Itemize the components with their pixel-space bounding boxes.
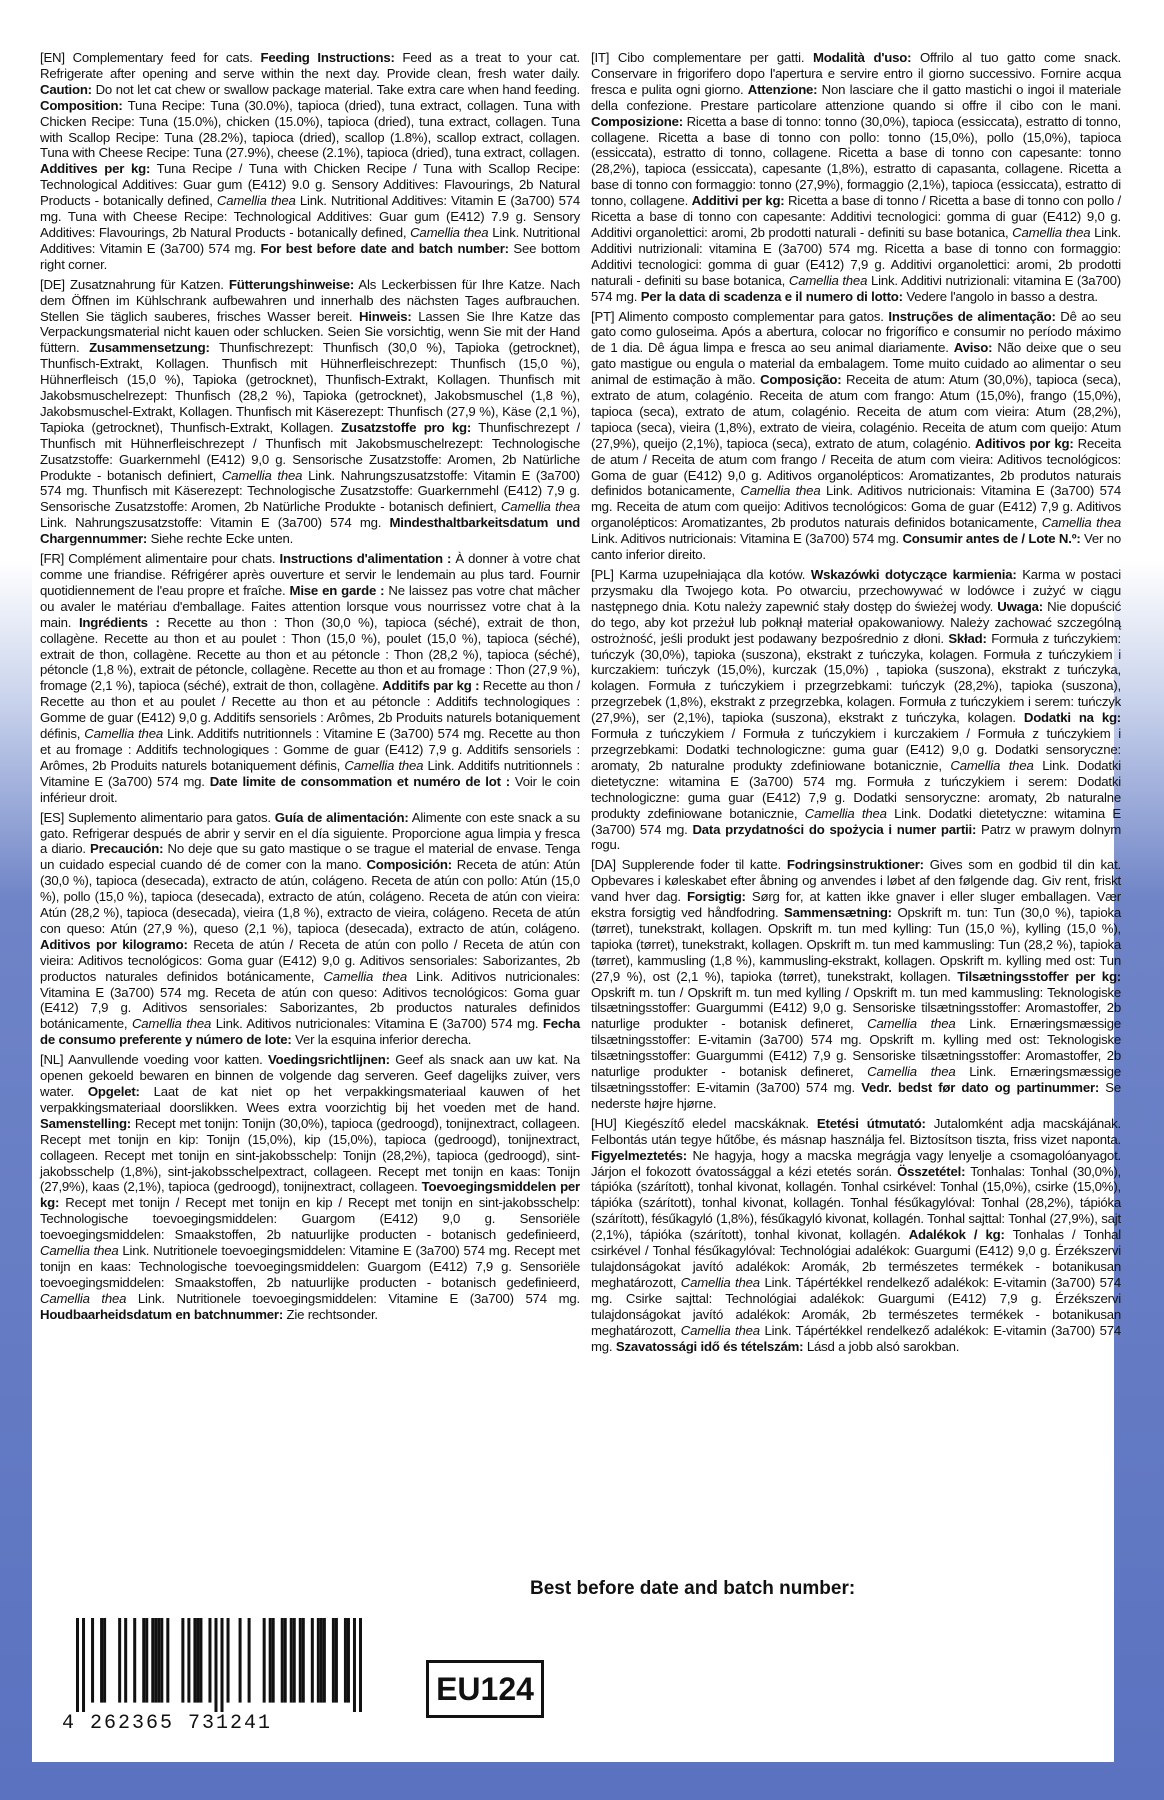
barcode-bar xyxy=(320,1618,323,1703)
barcode-bar xyxy=(284,1618,287,1703)
body-text: Kiegészítő eledel macskáknak. xyxy=(616,1115,817,1131)
field-label: Skład: xyxy=(948,630,987,646)
body-text: Receita de atum / Receita de atum com frango / Receita de atum com vieira: Aditivos tecnológicos: Goma de guar (E412) 9,0 g. Aditivos organolépticos: Aromatizantes, 2b produtos naturais definidos botanicamente, xyxy=(591,435,1121,499)
field-label: Consumir antes de / Lote N.º: xyxy=(902,531,1081,547)
lang-code: [NL] xyxy=(40,1052,64,1068)
lang-code: [ES] xyxy=(40,809,65,825)
lang-code: [IT] xyxy=(591,50,610,65)
species-name: Camellia thea xyxy=(500,499,580,515)
barcode-bar xyxy=(359,1618,362,1712)
body-text: Complément alimentaire pour chats. xyxy=(64,551,280,567)
body-text: Dê ao seu gato como guloseima. Após a abertura, colocar no frigorífico e consumir no período máximo de 1 dia. Dê água limpa e fresca ao seu animal diariamente. xyxy=(591,308,1122,356)
body-text: Vedere l'angolo in basso a destra. xyxy=(902,288,1098,304)
field-label: Fodringsinstruktioner: xyxy=(786,857,924,873)
field-label: Forsigtig: xyxy=(686,889,746,905)
field-label: Composición: xyxy=(366,857,452,873)
barcode-digits: 4 262365 731241 xyxy=(62,1712,273,1735)
body-text: Link. Aditivos nutricionales: Vitamina E (3a700) 574 mg. Receta de atún con queso: Aditivos tecnológicos: Goma guar (E412) 7,9 g. Aditivos sensoriales: Saborizantes, 2b productos naturales definidos botánicamente, xyxy=(40,968,580,1032)
lang-block-es xyxy=(40,810,580,1049)
field-label: Additives per kg: xyxy=(40,161,151,177)
field-label: Összetétel: xyxy=(897,1163,966,1179)
body-text: Siehe rechte Ecke unten. xyxy=(147,531,294,547)
barcode-bar xyxy=(133,1618,136,1703)
body-text: Link. Dodatki dietetyczne: witamina E (3a700) 574 mg. Formuła z tuńczykiem i serem: Dodatki technologiczne: guma guar (E412) 7,9 g. Dodatki sensoryczne: aromaty, 2b naturalne produkty zdefiniowane botanicznie, xyxy=(591,757,1121,821)
body-text: Link. Nahrungszusatzstoffe: Vitamin E (3a700) 574 mg. xyxy=(40,515,390,531)
field-label: For best before date and batch number: xyxy=(255,240,509,256)
field-label: Uwaga: xyxy=(997,598,1043,614)
body-text: No deje que su gato mastique o se trague el material de envase. Tenga un cuidado especial cuando dé de comer con la mano. xyxy=(40,841,580,873)
body-text: Geef als snack aan uw kat. Na openen gekoeld bewaren en binnen de volgende dag serveren. Geef dagelijks zuiver, vers water. xyxy=(40,1052,580,1099)
body-text: Suplemento alimentario para gatos. xyxy=(64,809,275,825)
barcode-bar xyxy=(281,1618,284,1703)
body-text: Link. Aditivos nutricionais: Vitamina E (3a700) 574 mg. xyxy=(591,531,903,547)
barcode-bar xyxy=(269,1618,272,1703)
species-name: Camellia thea xyxy=(40,1243,119,1259)
barcode-bar xyxy=(227,1618,230,1703)
field-label: Samenstelling: xyxy=(40,1115,131,1131)
barcode-bar xyxy=(199,1618,202,1703)
body-text: Link. Nutritional Additives: Vitamin E (3a700) 574 mg. xyxy=(40,224,580,256)
species-name: Camellia thea xyxy=(804,805,887,821)
left-text-column xyxy=(40,50,580,1327)
body-text: Tonhalas: Tonhal (30,0%), tápióka (szárított), tonhal kivonat, kollagén. Tonhal csirkével: Tonhal (15,0%), csirke (15,0%), tápióka (szárított), tonhal kivonat, kollagén. Tonhal fésűkagylóval: Tonhal (28,2%), tápióka (szárított), fésűkagyló (1,8%), fésűkagyló kivonat, kollagén. Tonhal sajttal: Tonhal (27,9%), sajt (2,1%), tápióka (szárított), tonhal kivonat, kollagén. xyxy=(591,1163,1121,1243)
species-name: Camellia thea xyxy=(344,757,424,773)
body-text: Ricetta a base di tonno / Ricetta a base di tonno con pollo / Ricetta a base di tonno con capesante: Additivi tecnologici: gomma di guar (E412) 9,0 g. Additivi organolettici: aromi, 2b prodotti naturali - definiti su base botanica, xyxy=(591,193,1122,240)
body-text: Tuna Recipe / Tuna with Chicken Recipe / Tuna with Scallop Recipe: Technological Additives: Guar gum (E412) 9.0 g. Sensory Additives: Flavourings, 2b Natural Products - botanically defined, xyxy=(40,161,581,209)
field-label: Instruções de alimentação: xyxy=(888,308,1056,324)
lang-block-pl xyxy=(591,567,1121,853)
body-text: Lassen Sie Ihre Katze das Verpackungsmaterial nicht kauen oder schlucken. Seien Sie vorsichtig, wenn Sie mit der Hand füttern. xyxy=(40,308,580,356)
body-text: Link. Nutritionele toevoegingsmiddelen: Vitamine E (3a700) 574 mg. xyxy=(126,1290,580,1306)
lang-code: [PL] xyxy=(591,567,614,582)
field-label: Guía de alimentación: xyxy=(274,809,409,825)
body-text: Non lasciare che il gatto mastichi o ingoi il materiale della confezione. Prestare particolare attenzione quando si offre il cibo con le mani. xyxy=(591,81,1122,113)
species-name: Camellia thea xyxy=(1012,224,1091,240)
barcode-bar xyxy=(100,1618,103,1703)
field-label: Voedingsrichtlijnen: xyxy=(268,1052,390,1068)
body-text: Se nederste højre hjørne. xyxy=(591,1080,1121,1111)
barcode-bar xyxy=(166,1618,169,1703)
body-text: Aanvullende voeding voor katten. xyxy=(63,1052,268,1068)
lang-block-da xyxy=(591,857,1121,1112)
field-label: Caution: xyxy=(40,81,92,97)
body-text: Karma uzupełniająca dla kotów. xyxy=(613,567,811,582)
barcode-bar xyxy=(293,1618,296,1703)
body-text: Jutalomként adja macskájának. Felbontás után tegye hűtőbe, és másnap használja fel. Biztosítson tiszta, friss vizet naponta. xyxy=(591,1115,1122,1147)
barcode-bar xyxy=(353,1618,356,1712)
field-label: Zusatzstoffe pro kg: xyxy=(340,419,472,435)
body-text: Tonhalas / Tonhal csirkével / Tonhal fésűkagylóval: Technológiai adalékok: Guargumi (E412) 9,0 g. Érzékszervi tulajdonságokat javító adalékok: Aromák, 2b természetes termékek - botanikusan meghatározott, xyxy=(591,1227,1122,1290)
field-label: Opgelet: xyxy=(87,1084,140,1099)
species-name: Camellia thea xyxy=(740,483,821,499)
body-text: Nie dopuścić do tego, aby kot przeżuł lub połknął materiał opakowaniowy. Należy zachować szczególną ostrożność, jeśli produkt jest podawany bezpośrednio z dłoni. xyxy=(591,598,1121,646)
field-label: Additivi per kg: xyxy=(691,193,785,209)
body-text: Link. Tápértékkel rendelkező adalékok: E-vitamin (3a700) 574 mg. Csirke sajttal: Technológiai adalékok: Guargumi (E412) 7,9 g. Érzékszervi tulajdonságokat javító adalékok: Aromák, 2b természetes termékek - botanikusan meghatározott, xyxy=(591,1274,1121,1338)
field-label: Date limite de consommation et numéro de lot : xyxy=(209,773,510,789)
field-label: Wskazówki dotyczące karmienia: xyxy=(810,567,1017,582)
barcode-bar xyxy=(335,1618,338,1703)
species-name: Camellia thea xyxy=(950,757,1034,773)
body-text: Ne hagyja, hogy a macska megrágja vagy lenyelje a csomagolóanyagot. Járjon el fokozott óvatossággal a kézi etetés során. xyxy=(591,1147,1121,1179)
right-text-column xyxy=(591,50,1121,1358)
species-name: Camellia thea xyxy=(680,1322,760,1338)
field-label: Mise en garde : xyxy=(289,582,385,598)
body-text: Opskrift m. tun / Opskrift m. tun med kylling / Opskrift m. tun med kammusling: Teknologiske tilsætningsstoffer: Guargummi (E412) 9,0 g. Sensoriske tilsætningsstoffer: Aromastoffer, 2b naturlige produkter - botanisk defineret, xyxy=(591,984,1121,1032)
best-before-label: Best before date and batch number: xyxy=(530,1578,856,1599)
barcode-bar xyxy=(214,1618,217,1712)
field-label: Vedr. bedst før dato og partinummer: xyxy=(861,1080,1100,1095)
field-label: Tilsætningsstoffer per kg: xyxy=(957,968,1121,984)
barcode xyxy=(62,1618,362,1738)
body-text: Não deixe que o seu gato mastigue ou engula o material da embalagem. Tome muito cuidado ao alimentar o seu animal de estimação à mão. xyxy=(591,340,1121,388)
body-text: Offrilo al tuo gatto come snack. Conservare in frigorifero dopo l'apertura e servire entro il giorno successivo. Fornire acqua fresca e pulita ogni giorno. xyxy=(591,50,1121,97)
barcode-bar xyxy=(263,1618,266,1703)
body-text: Complementary feed for cats. xyxy=(64,50,253,65)
field-label: Mindesthaltbarkeitsdatum und Chargennummer: xyxy=(40,515,580,547)
species-name: Camellia thea xyxy=(84,726,163,742)
barcode-bar xyxy=(317,1618,320,1703)
species-name: Camellia thea xyxy=(1041,515,1121,531)
body-text: Patrz w prawym dolnym rogu. xyxy=(591,821,1122,853)
body-text: Link. Ernæringsmæssige tilsætningsstoffer: E-vitamin (3a700) 574 mg. xyxy=(591,1064,1121,1095)
species-name: Camellia thea xyxy=(788,272,868,288)
field-label: Modalità d'uso: xyxy=(812,50,912,65)
body-text: Alimento composto complementar para gatos. xyxy=(614,308,889,324)
body-text: Formuła z tuńczykiem / Formuła z tuńczykiem i kurczakiem / Formuła z tuńczykiem i przegrzebkami: Dodatki technologiczne: guma guar (E412) 9,0 g. Dodatki sensoryczne: aromaty, 2b naturalne produkty zdefiniowane botanicznie, xyxy=(591,726,1121,773)
barcode-bar xyxy=(124,1618,127,1703)
body-text: Link. Aditivos nutricionales: Vitamina E (3a700) 574 mg. xyxy=(211,1016,543,1032)
field-label: Etetési útmutató: xyxy=(816,1115,926,1131)
lang-code: [DA] xyxy=(591,857,616,873)
field-label: Toevoegingsmiddelen per kg: xyxy=(40,1179,580,1211)
species-name: Camellia thea xyxy=(867,1016,956,1032)
field-label: Composição: xyxy=(760,372,842,388)
barcode-bar xyxy=(323,1618,326,1703)
eu-code-text: EU124 xyxy=(436,1670,534,1707)
field-label: Data przydatności do spożycia i numer partii: xyxy=(692,821,977,837)
field-label: Dodatki na kg: xyxy=(1023,710,1122,726)
body-text: Recept met tonijn: Tonijn (30,0%), tapioca (gedroogd), tonijnextract, collageen. Recept met tonijn en kip: Tonijn (15,0%), kip (15,0%), tapioca (gedroogd), tonijnextract, collageen. Recept met tonijn en sint-jakobsschelp: Tonijn (28,2%), tapioca (gedroogd), sint-jakobsschelp (1,8%), sint-jakobsschelpextract, collageen. Recept met tonijn en kaas: Tonijn (27,9%), kaas (2,1%), tapioca (gedroogd), tonijnextract, collageen. xyxy=(40,1115,580,1195)
body-text: See bottom right corner. xyxy=(40,240,580,272)
field-label: Instructions d'alimentation : xyxy=(279,551,452,567)
body-text: Receta de atún / Receta de atún con pollo / Receta de atún con vieira: Aditivos tecnológicos: Goma guar (E412) 9,0 g. Aditivos sensoriales: Saborizantes, 2b productos naturales definidos botánicamente, xyxy=(40,936,580,984)
barcode-bar xyxy=(302,1618,305,1703)
species-name: Camellia thea xyxy=(867,1064,956,1080)
barcode-bar xyxy=(145,1618,148,1703)
body-text: Karma w postaci przysmaku dla Twojego kota. Po otwarciu, przechowywać w lodówce i zużyć w ciągu następnego dnia. Kotu należy zapewnić stały dostęp do świeżej wody. xyxy=(591,567,1121,614)
barcode-bar xyxy=(311,1618,314,1703)
field-label: Composition: xyxy=(40,97,123,113)
body-text: Receita de atum: Atum (30,0%), tapioca (seca), extrato de atum, colagénio. Receita de atum com frango: Atum (15,0%), frango (15,0%), tapioca (seca), extrato de atum, colagénio. Receita de atum com vieira: Atum (28,2%), tapioca (seca), vieira (1,8%), extrato de vieira, colagénio. Receita de atum com queijo: Atum (27,9%), queijo (2,1%), tapioca (seca), extrato de atum, colagénio. xyxy=(591,372,1121,451)
species-name: Camellia thea xyxy=(410,224,489,240)
field-label: Houdbaarheidsdatum en batchnummer: xyxy=(40,1306,284,1322)
species-name: Camellia thea xyxy=(216,193,296,209)
field-label: Ingrédients : xyxy=(78,614,160,630)
body-text: Link. Nahrungszusatzstoffe: Vitamin E (3a700) 574 mg. Thunfisch mit Käserezept: Technologische Zusatzstoffe: Guarkernmehl (E412) 7,9 g. Sensorische Zusatzstoffe: Aromen, 2b Natürliche Produkte - botanisch definiert, xyxy=(40,467,580,515)
species-name: Camellia thea xyxy=(323,968,408,984)
field-label: Feeding Instructions: xyxy=(252,50,395,65)
body-text: Link. Nutritionele toevoegingsmiddelen: Vitamine E (3a700) 574 mg. Recept met tonijn en kaas: Technologische toevoegingsmiddelen: Guargom (E412) 7,9 g. Sensoriële toevoegingsmiddelen: Smaakstoffen, 2b natuurlijke producten - botanisch gedefinieerd, xyxy=(40,1243,580,1290)
lang-block-pt xyxy=(591,309,1121,564)
species-name: Camellia thea xyxy=(221,467,303,483)
body-text: Thunfischrezept: Thunfisch (30,0 %), Tapioka (getrocknet), Thunfisch-Extrakt, Kollagen. Thunfisch mit Hühnerfleischrezept: Thunfisch (15,0 %), Hühnerfleisch (15,0 %), Tapioka (getrocknet), Thunfisch-Extrakt, Kollagen. Thunfisch mit Jakobsmuschelrezept: Thunfisch (28,2 %), Tapioka (getrocknet), Jakobsmuschel (1,8 %), Jakobsmuschel-Extrakt, Kollagen. Thunfisch mit Käserezept: Thunfisch (27,9 %), Käse (2,1 %), Tapioka (getrocknet), Thunfisch-Extrakt, Kollagen. xyxy=(40,340,580,435)
barcode-bar xyxy=(344,1618,347,1703)
species-name: Camellia thea xyxy=(680,1274,760,1290)
field-label: Attenzione: xyxy=(747,81,818,97)
body-text: Link. Tápértékkel rendelkező adalékok: E-vitamin (3a700) 574 mg. xyxy=(591,1322,1121,1354)
body-text: Zie rechtsonder. xyxy=(283,1306,378,1322)
barcode-bar xyxy=(196,1618,199,1703)
species-name: Camellia thea xyxy=(40,1290,127,1306)
lang-block-de xyxy=(40,277,580,547)
barcode-bar xyxy=(160,1618,163,1703)
lang-block-en xyxy=(40,50,580,273)
lang-block-hu xyxy=(591,1116,1121,1355)
barcode-bar xyxy=(118,1618,121,1703)
body-text: Als Leckerbissen für Ihre Katze. Nach dem Öffnen im Kühlschrank aufbewahren und innerhalb des nächsten Tages aufbrauchen. Stellen Sie täglich sauberes, frisches Wasser bereit. xyxy=(40,276,580,324)
body-text: Ricetta a base di tonno: tonno (30,0%), tapioca (essiccata), estratto di tonno, collagene. Ricetta a base di tonno con pollo: tonno (15,0%), pollo (15,0%), tapioca (essiccata), estratto di tonno, collagene. Ricetta a base di tonno con capesante: tonno (28,2%), tapioca (essiccata), capesante (1,8%), estratto di capasanta, collagene. Ricetta a base di tonno con formaggio: tonno (27,9%), formaggio (2,1%), tapioca (essiccata), estratto di tonno, collagene. xyxy=(591,113,1121,209)
barcode-bar xyxy=(332,1618,335,1703)
body-text: Link. Additifs nutritionnels : Vitamine E (3a700) 574 mg. Recette au thon et au fromage : Additifs technologiques : Gomme de guar (E412) 7,9 g. Additifs sensoriels : Arômes, 2b Produits naturels botaniquement définis, xyxy=(40,726,580,773)
body-text: Link. Nutritional Additives: Vitamin E (3a700) 574 mg. Tuna with Cheese Recipe: Technological Additives: Guar gum (E412) 7.9 g. Sensory Additives: Flavourings, 2b Natural Products - botanically defined, xyxy=(40,193,580,240)
field-label: Aviso: xyxy=(953,340,993,356)
barcode-bar xyxy=(193,1618,196,1703)
barcode-bars xyxy=(76,1618,362,1712)
barcode-bar xyxy=(299,1618,302,1703)
body-text: Feed as a treat to your cat. Refrigerate after opening and serve within the next day. Provide clean, fresh water daily. xyxy=(40,50,581,81)
body-text: À donner à votre chat comme une friandise. Réfrigérer après ouverture et servir le lendemain au plus tard. Fournir quotidiennement de l'eau propre et fraîche. xyxy=(40,551,581,598)
field-label: Szavatossági idő és tételszám: xyxy=(615,1338,804,1354)
eu-code-box xyxy=(426,1660,544,1718)
field-label: Adalékok / kg: xyxy=(908,1227,1005,1243)
barcode-bar xyxy=(208,1618,211,1703)
barcode-bar xyxy=(221,1618,224,1712)
barcode-bar xyxy=(290,1618,293,1703)
lang-code: [PT] xyxy=(591,308,615,324)
barcode-bar xyxy=(157,1618,160,1703)
lang-block-nl xyxy=(40,1052,580,1322)
body-text: Do not let cat chew or swallow package material. Take extra care when hand feeding. xyxy=(91,81,580,97)
body-text: Sørg for, at katten ikke gnaver i eller sluger emballagen. Vær ekstra forsigtig ved håndfodring. xyxy=(591,889,1121,921)
barcode-bar xyxy=(82,1618,85,1712)
field-label: Hinweis: xyxy=(358,308,412,324)
field-label: Fütterungshinweise: xyxy=(228,276,355,292)
body-text: Gives som en godbid til din kat. Opbevares i køleskabet efter åbning og anvendes i løbet af den følgende dag. Giv rent, friskt vand hver dag. xyxy=(591,857,1121,905)
body-text: Supplerende foder til katte. xyxy=(615,857,787,873)
body-text: Thunfischrezept / Thunfisch mit Hühnerfleischrezept / Thunfisch mit Jakobsmuschelrezept: Technologische Zusatzstoffe: Guarkernmehl (E412) 9,0 g. Sensorische Zusatzstoffe: Aromen, 2b Natürliche Produkte - botanisch definiert, xyxy=(40,419,581,483)
barcode-bar xyxy=(187,1618,190,1703)
barcode-bar xyxy=(91,1618,94,1703)
body-text: Laat de kat niet op het verpakkingsmateriaal kauwen of het verpakkingsmateriaal doorslikken. Wees extra voorzichtig bij het voeden met de hand. xyxy=(40,1084,581,1115)
lang-code: [FR] xyxy=(40,551,65,567)
body-text: Recette au thon / Recette au thon et au poulet / Recette au thon et au pétoncle : Additifs technologiques : Gomme de guar (E412) 9,0 g. Additifs sensoriels : Arômes, 2b Produits naturels botaniquement définis, xyxy=(40,678,580,742)
body-text: Recette au thon : Thon (30,0 %), tapioca (séché), extrait de thon, collagène. Recette au thon et au poulet : Thon (15,0 %), poulet (15,0 %), tapioca (séché), extrait de thon, collagène. Recette au thon et au pétoncle : Thon (28,2 %), tapioca (séché), pétoncle (1,8 %), extrait de pétoncle, collagène. Recette au thon et au fromage : Thon (27,9 %), fromage (2,1 %), tapioca (séché), extrait de thon, collagène. xyxy=(40,614,580,694)
barcode-bar xyxy=(239,1618,242,1703)
barcode-bar xyxy=(151,1618,154,1703)
barcode-bar xyxy=(76,1618,79,1712)
body-text: Alimente con este snack a su gato. Refrigerar después de abrir y servir en el día siguiente. Proporcione agua limpia y fresca a diario. xyxy=(40,809,580,857)
body-text: Cibo complementare per gatti. xyxy=(609,50,813,65)
body-text: Receta de atún: Atún (30,0 %), tapioca (desecada), extracto de atún, colágeno. Receta de atún con pollo: Atún (15,0 %), pollo (15,0 %), tapioca (desecada), extracto de atún, colágeno. Receta de atún con vieira: Atún (28,2 %), tapioca (desecada), vieira (1,8 %), extracto de vieira, colágeno. Receta de atún con queso: Atún (27,9 %), queso (2,1 %), tapioca (desecada), extracto de atún, colágeno. xyxy=(40,857,580,936)
body-text: Formuła z tuńczykiem: tuńczyk (30,0%), tapioka (suszona), ekstrakt z tuńczyka, kolagen. Formuła z tuńczykiem i kurczakiem: tuńczyk (15,0%), kurczak (15,0%) , tapioka (suszona), ekstrakt z tuńczyka, kolagen. Formuła z tuńczykiem i przegrzebkami: tuńczyk (28,2%), tapioka (suszona), przegrzebek (1,8%), ekstrakt z przegrzebka, kolagen. Formuła z tuńczykiem i serem: tuńczyk (27,9%), ser (2,1%), tapioka (suszona), ekstrakt z tuńczyka, kolagen. xyxy=(591,630,1121,726)
barcode-bar xyxy=(142,1618,145,1703)
body-text: Ne laissez pas votre chat mâcher ou avaler le matériau d'emballage. Faites attention lorsque vous nourrissez votre chat à la main. xyxy=(40,582,580,630)
body-text: Link. Additivi nutrizionali: vitamina E (3a700) 574 mg. Ricetta a base di tonno con formaggio: Additivi tecnologici: gomma di guar (E412) 7,9 g. Additivi organolettici: aromi, 2b prodotti naturali - definiti su base botanica, xyxy=(591,224,1121,288)
body-text: Link. Additifs nutritionnels : Vitamine E (3a700) 574 mg. xyxy=(40,757,580,789)
field-label: Sammensætning: xyxy=(784,905,892,921)
field-label: Zusammensetzung: xyxy=(89,340,210,356)
field-label: Aditivos por kilogramo: xyxy=(40,936,188,952)
field-label: Aditivos por kg: xyxy=(974,435,1074,451)
barcode-bar xyxy=(272,1618,275,1703)
body-text: Link. Ernæringsmæssige tilsætningsstoffer: E-vitamin (3a700) 574 mg. Opskrift m. kylling med ost: Teknologiske tilsætningsstoffer: Guargummi (E412) 7,9 g. Sensoriske tilsætningsstoffer: Aromastoffer, 2b naturlige produkter - botanisk defineret, xyxy=(591,1016,1121,1080)
barcode-bar xyxy=(154,1618,157,1703)
body-text: Ver la esquina inferior derecha. xyxy=(291,1032,472,1048)
body-text: Zusatznahrung für Katzen. xyxy=(64,276,229,292)
body-text: Link. Dodatki dietetyczne: witamina E (3a700) 574 mg. xyxy=(591,805,1121,837)
field-label: Additifs par kg : xyxy=(382,678,480,694)
lang-code: [EN] xyxy=(40,50,65,65)
lang-code: [HU] xyxy=(591,1115,617,1131)
body-text: Opskrift m. tun: Tun (30,0 %), tapioka (tørret), tunekstrakt, kollagen. Opskrift m. tun med kylling: Tun (15,0 %), kylling (15,0 %), tapioka (tørret), tunekstrakt, kollagen. Opskrift m. tun med kammusling: Tun (28,2 %), tapioka (tørret), kammusling (1,8 %), kammusling-ekstrakt, kollagen. Opskrift m. kylling med ost: Tun (27,9 %), ost (2,1 %), tapioka (tørret), tunekstrakt, kollagen. xyxy=(591,905,1121,984)
barcode-bar xyxy=(347,1618,350,1703)
lang-block-fr xyxy=(40,551,580,806)
body-text: Ver no canto inferior direito. xyxy=(591,531,1121,563)
barcode-bar xyxy=(248,1618,251,1703)
field-label: Composizione: xyxy=(591,113,683,129)
body-text: Lásd a jobb alsó sarokban. xyxy=(803,1338,960,1354)
lang-block-it xyxy=(591,50,1121,305)
body-text: Voir le coin inférieur droit. xyxy=(40,773,581,805)
barcode-bar xyxy=(103,1618,106,1703)
body-text: Link. Aditivos nutricionais: Vitamina E (3a700) 574 mg. Receita de atum com queijo: Aditivos tecnológicos: Goma de guar (E412) 7,9 g. Aditivos organolépticos: Aromatizantes, 2b produtos naturais definidos botanicamente, xyxy=(591,483,1121,531)
body-text: Recept met tonijn / Recept met tonijn en kip / Recept met tonijn en sint-jakobsschelp: Technologische toevoegingsmiddelen: Guargom (E412) 9,0 g. Sensoriële toevoegingsmiddelen: Smaakstoffen, 2b natuurlijke producten - botanisch gedefinieerd, xyxy=(40,1195,580,1243)
field-label: Fecha de consumo preferente y número de lote: xyxy=(40,1016,580,1048)
field-label: Per la data di scadenza e il numero di lotto: xyxy=(640,288,903,304)
field-label: Precaución: xyxy=(90,841,164,857)
species-name: Camellia thea xyxy=(131,1016,212,1032)
field-label: Figyelmeztetés: xyxy=(591,1147,687,1163)
body-text: Tuna Recipe: Tuna (30.0%), tapioca (dried), tuna extract, collagen. Tuna with Chicken Recipe: Tuna (15.0%), chicken (15.0%), tapioca (dried), tuna extract, collagen. Tuna with Scallop Recipe: Tuna (28.2%), tapioca (dried), scallop (1.8%), scallop extract, collagen. Tuna with Cheese Recipe: Tuna (27.9%), cheese (2.1%), tapioca (dried), tuna extract, collagen. xyxy=(40,97,580,161)
body-text: Link. Additivi nutrizionali: vitamina E (3a700) 574 mg. xyxy=(591,272,1121,304)
barcode-bar xyxy=(181,1618,184,1703)
lang-code: [DE] xyxy=(40,276,65,292)
